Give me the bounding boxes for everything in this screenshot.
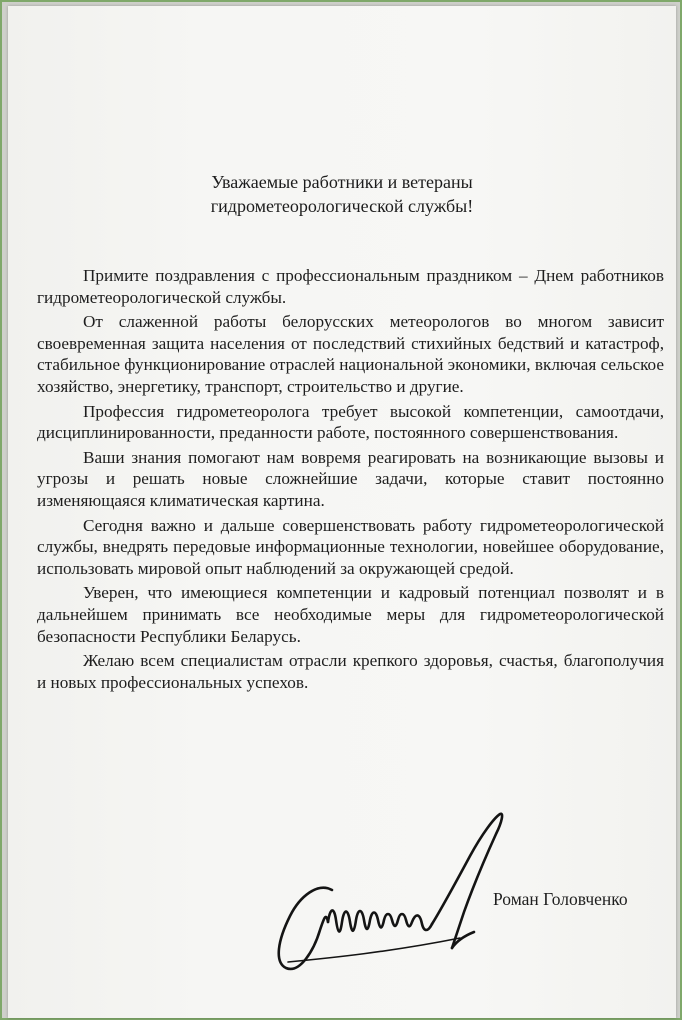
- paragraph-4: Ваши знания помогают нам вовремя реагировать на возникающие вызовы и угрозы и решать новые сложнейшие задачи, которые ставит постоянно изменяющаяся климатическая картина.: [37, 447, 664, 510]
- letter-greeting: [8, 170, 676, 218]
- paragraph-6: Уверен, что имеющиеся компетенции и кадровый потенциал позволят и в дальнейшем принимать все необходимые меры для гидрометеорологической безопасности Республики Беларусь.: [37, 583, 664, 646]
- handwritten-signature-icon: [270, 812, 520, 982]
- paragraph-7: Желаю всем специалистам отрасли крепкого здоровья, счастья, благополучия и новых профессиональных успехов.: [37, 651, 664, 692]
- greeting-line-2: гидрометеорологической службы!: [210, 196, 474, 216]
- letter-body: [37, 265, 664, 696]
- paragraph-3: Профессия гидрометеоролога требует высокой компетенции, самоотдачи, дисциплинированности, преданности работе, постоянного совершенствования.: [37, 401, 664, 443]
- letter-page: [8, 6, 676, 1018]
- paragraph-2: От слаженной работы белорусских метеорологов во многом зависит своевременная защита населения от последствий стихийных бедствий и катастроф, стабильное функционирование отраслей национальной экономики, включая сельское хозяйство, энергетику, транспорт, строительство и другие.: [37, 312, 664, 396]
- paragraph-5: Сегодня важно и дальше совершенствовать работу гидрометеорологической службы, внедрять передовые информационные технологии, новейшее оборудование, использовать мировой опыт наблюдений за окружающей средой.: [37, 515, 664, 578]
- paragraph-1: Примите поздравления с профессиональным праздником – Днем работников гидрометеорологической службы.: [37, 266, 664, 307]
- signer-name: Роман Головченко: [493, 889, 628, 909]
- greeting-line-1: Уважаемые работники и ветераны: [211, 172, 473, 192]
